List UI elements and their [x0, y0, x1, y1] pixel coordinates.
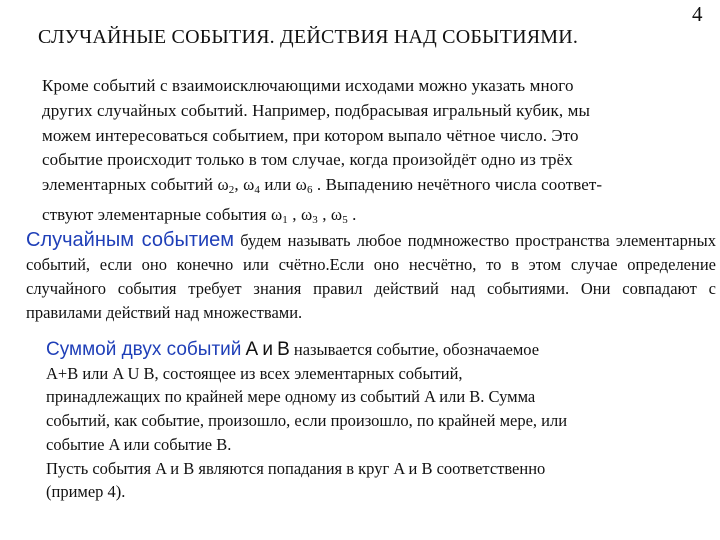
sum-term: Суммой двух событий — [46, 339, 242, 360]
intro-line-5-part-b: , ω — [234, 175, 255, 195]
sum-line-1-rest: называется событие, обозначаемое — [289, 340, 540, 359]
omega-index-3: 3 — [312, 213, 318, 226]
intro-paragraph — [42, 74, 712, 233]
intro-line-5 — [42, 173, 712, 203]
sum-line-5: событие A или событие B. — [46, 434, 232, 454]
definition-text: будем называть любое подмножество пространства элементарных событий, если оно конечно или счётно.Если оно несчётно, то в этом случае определение случайного события требует знания правил действий над событиями. Они совпадают с правилами действий над множествами. — [26, 231, 717, 322]
intro-line-3: можем интересоваться событием, при котором выпало чётное число. Это — [42, 125, 579, 145]
intro-line-6-part-a: ствуют элементарные события ω — [42, 204, 283, 224]
conjunction: и — [262, 339, 273, 360]
definition-term: Случайным событием — [26, 229, 235, 251]
intro-line-6-part-b: , ω — [287, 204, 313, 224]
intro-line-5-part-d: . Выпадению нечётного числа соответ- — [312, 175, 603, 195]
sum-line-6: Пусть события A и B являются попадания в круг A и B соответственно — [46, 458, 546, 478]
event-b-symbol: B — [277, 339, 290, 360]
slide-title: СЛУЧАЙНЫЕ СОБЫТИЯ. ДЕЙСТВИЯ НАД СОБЫТИЯМИ. — [38, 26, 579, 48]
omega-index-6: 6 — [306, 184, 313, 197]
definition-paragraph — [26, 228, 716, 325]
sum-line-7: (пример 4). — [46, 482, 126, 502]
sum-paragraph — [46, 338, 716, 504]
intro-line-4: событие происходит только в том случае, когда произойдёт одно из трёх — [42, 150, 573, 170]
slide-number: 4 — [692, 2, 703, 26]
intro-line-1: Кроме событий с взаимоисключающими исходами можно указать много — [42, 76, 574, 95]
sum-line-2: A+B или A U B, состоящее из всех элементарных событий, — [46, 363, 463, 383]
omega-index-4: 4 — [254, 184, 260, 197]
event-a-symbol: A — [245, 339, 259, 360]
omega-index-2: 2 — [228, 184, 235, 197]
sum-line-4: событий, как событие, произошло, если произошло, по крайней мере, или — [46, 411, 568, 431]
omega-index-5: 5 — [342, 213, 348, 226]
intro-line-6-part-d: . — [347, 204, 357, 224]
sum-line-3: принадлежащих по крайней мере одному из событий A или B. Сумма — [46, 387, 536, 407]
intro-line-5-part-a: элементарных событий ω — [42, 175, 229, 195]
intro-line-6-part-c: , ω — [317, 204, 343, 224]
intro-line-5-part-c: или ω — [259, 175, 307, 195]
sum-line-1 — [46, 338, 716, 362]
intro-line-2: других случайных событий. Например, подбрасывая игральный кубик, мы — [42, 100, 590, 120]
omega-index-1: 1 — [282, 213, 288, 226]
